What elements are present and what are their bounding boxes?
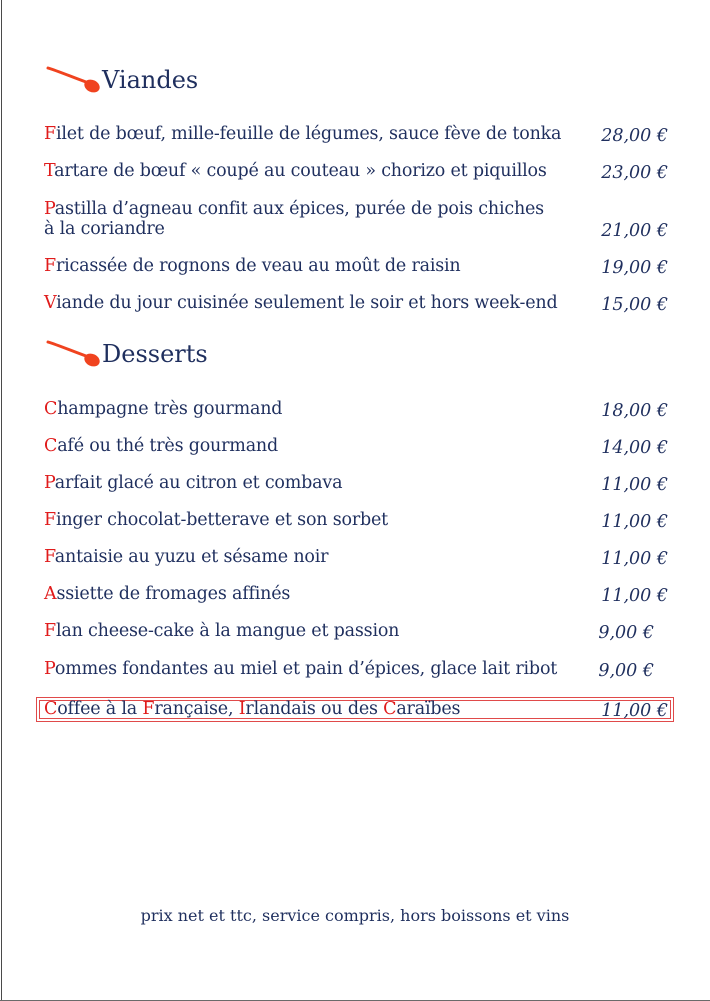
item-initial: I — [238, 699, 246, 719]
item-name — [44, 699, 584, 719]
menu-item — [44, 199, 669, 243]
spoon-icon — [46, 64, 106, 94]
item-initial: F — [44, 256, 56, 276]
menu-item — [44, 473, 669, 497]
menu-item — [44, 584, 669, 608]
item-price: 14,00 € — [601, 438, 668, 458]
item-name-rest: hampagne très gourmand — [57, 399, 283, 419]
item-name — [44, 510, 584, 530]
item-price: 21,00 € — [601, 221, 668, 241]
item-name-rest: inger chocolat-betterave et son sorbet — [55, 510, 388, 530]
menu-item — [44, 161, 669, 185]
item-name-rest: artare de bœuf « coupé au couteau » chorizo et piquillos — [54, 161, 547, 181]
item-initial: C — [44, 699, 58, 719]
item-name-rest: ommes fondantes au miel et pain d’épices, glace lait ribot — [54, 659, 558, 679]
footer-note: prix net et ttc, service compris, hors boissons et vins — [140, 906, 570, 925]
item-initial: F — [44, 547, 55, 567]
item-name — [44, 584, 584, 604]
item-name-rest: ricassée de rognons de veau au moût de raisin — [55, 256, 461, 276]
item-name — [44, 473, 584, 493]
item-name — [44, 399, 584, 419]
section-title: Viandes — [102, 66, 199, 94]
item-name — [44, 547, 584, 567]
item-initial: V — [44, 293, 57, 313]
item-price: 23,00 € — [601, 163, 668, 183]
item-initial: T — [44, 161, 55, 181]
item-price: 19,00 € — [601, 258, 668, 278]
item-price: 18,00 € — [601, 401, 668, 421]
item-price: 15,00 € — [601, 295, 668, 315]
menu-item — [44, 547, 669, 571]
item-name-rest: arfait glacé au citron et combava — [54, 473, 343, 493]
item-name-line2: à la coriandre — [44, 219, 165, 239]
item-price: 11,00 € — [601, 549, 668, 569]
page-left-border — [1, 0, 2, 1001]
item-initial: C — [383, 699, 397, 719]
item-price: 9,00 € — [598, 661, 654, 681]
menu-item — [44, 436, 669, 460]
item-name-rest: antaisie au yuzu et sésame noir — [54, 547, 329, 567]
item-name-rest: ssiette de fromages affinés — [56, 584, 291, 604]
menu-item — [44, 293, 669, 317]
item-name-rest: lan cheese-cake à la mangue et passion — [55, 621, 400, 641]
item-initial: A — [44, 584, 57, 604]
item-initial: F — [44, 510, 56, 530]
item-name-part: offee à la — [57, 699, 143, 719]
item-name-rest: afé ou thé très gourmand — [57, 436, 278, 456]
item-name — [44, 621, 584, 641]
item-name — [44, 659, 584, 679]
item-initial: P — [44, 659, 55, 679]
item-initial: C — [44, 399, 58, 419]
item-name-part: araïbes — [396, 699, 461, 719]
item-initial: F — [142, 699, 155, 719]
section-title: Desserts — [102, 340, 208, 368]
item-initial: C — [44, 436, 58, 456]
special-menu-item — [44, 699, 669, 723]
item-price: 11,00 € — [601, 475, 668, 495]
item-price: 11,00 € — [601, 512, 668, 532]
menu-item — [44, 659, 669, 683]
item-name — [44, 124, 584, 144]
menu-item — [44, 510, 669, 534]
item-name — [44, 293, 584, 313]
item-name — [44, 199, 584, 239]
item-initial: F — [44, 621, 56, 641]
item-name-part: rlandais ou des — [245, 699, 384, 719]
item-price: 11,00 € — [601, 701, 668, 721]
item-price: 11,00 € — [601, 586, 668, 606]
item-initial: F — [44, 124, 56, 144]
menu-item — [44, 256, 669, 280]
menu-item — [44, 399, 669, 423]
item-name-part: rançaise, — [154, 699, 239, 719]
item-price: 28,00 € — [601, 126, 668, 146]
item-name-rest: ilet de bœuf, mille-feuille de légumes, sauce fève de tonka — [55, 124, 562, 144]
item-name — [44, 161, 584, 181]
menu-item — [44, 621, 669, 645]
item-name — [44, 256, 584, 276]
spoon-icon — [46, 338, 106, 368]
item-name-rest: iande du jour cuisinée seulement le soir et hors week-end — [56, 293, 558, 313]
item-initial: P — [44, 199, 55, 219]
item-price: 9,00 € — [598, 623, 654, 643]
item-initial: P — [44, 473, 55, 493]
item-name-rest: astilla d’agneau confit aux épices, purée de pois chiches — [54, 199, 544, 219]
menu-item — [44, 124, 669, 148]
item-name — [44, 436, 584, 456]
